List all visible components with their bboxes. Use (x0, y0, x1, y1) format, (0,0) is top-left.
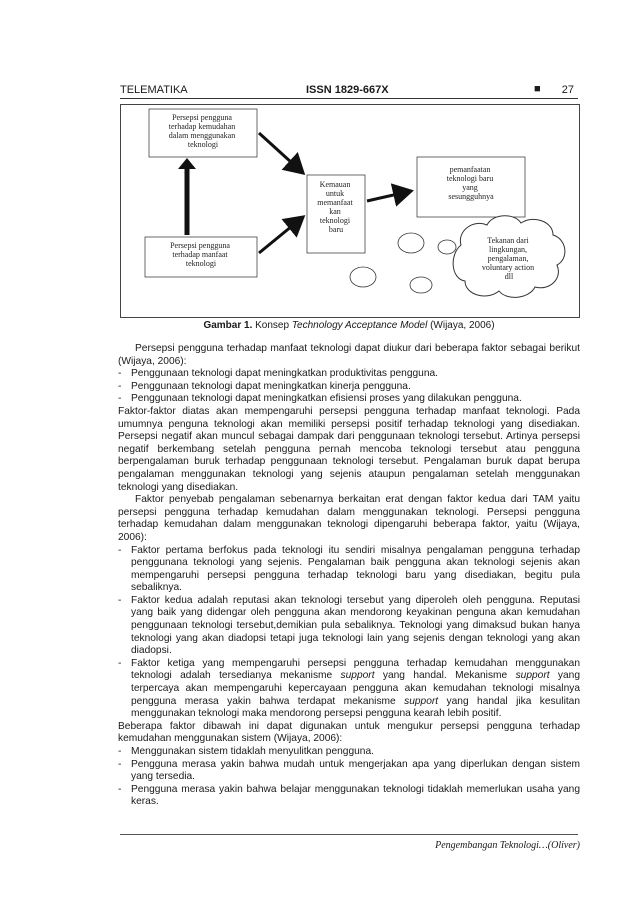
list-item: - Penggunaan teknologi dapat meningkatkan efisiensi proses yang dilakukan pengguna. (118, 393, 522, 405)
arrow-ease-to-intention (259, 133, 303, 173)
page-footer: Pengembangan Teknologi…(Oliver) (435, 840, 580, 851)
caption-italic: Technology Acceptance Model (291, 320, 428, 331)
caption-prefix: Konsep (252, 320, 292, 331)
square-bullet-icon: ■ (534, 83, 541, 95)
paragraph: Faktor penyebab pengalaman sebenarnya berkaitan erat dengan faktor kedua dari TAM yaitu persepsi pengguna terhadap kemudahan dalam menggunakan teknologi. Persepsi pengguna terhadap kemudahan dalam menggunakan teknologi dipengaruhi beberapa faktor, yaitu (Wijaya, 2006): (118, 494, 580, 543)
caption-label: Gambar 1. (203, 320, 253, 331)
list-item: - Menggunakan sistem tidaklah menyulitkan pengguna. (118, 746, 374, 757)
vertical-arrowhead-icon (178, 158, 196, 169)
paragraph: Beberapa faktor dibawah ini dapat digunakan untuk mengukur persepsi pengguna terhadap kemudahan menggunakan sistem (Wijaya, 2006): (118, 720, 580, 745)
paragraph: Persepsi pengguna terhadap manfaat teknologi dapat diukur dari beberapa faktor sebagai berikut (Wijaya, 2006): (118, 343, 580, 367)
list-item: - Pengguna merasa yakin bahwa belajar menggunakan teknologi tidaklah memerlukan usaha yang keras. (118, 783, 580, 808)
list-item: - Faktor ketiga yang mempengaruhi persepsi pengguna terhadap kemudahan menggunakan teknologi adalah tersedianya mekanisme support yang handal. Mekanisme support yang terpercaya akan mempengaruhi kepercayaan pengguna akan kemudahan teknologi misalnya pengguna merasa yakin bahwa terdapat mekanisme support yang handal jika kesulitan menggunakan teknologi maka mendorong persepsi pengguna kearah lebih positif. (118, 657, 580, 720)
thought-bubble-small (410, 277, 432, 293)
arrow-intention-to-use (367, 191, 411, 201)
actual-use-text: pemanfaatan teknologi baru yang sesungguhnya (446, 165, 494, 201)
figure-caption (120, 320, 578, 331)
page-number: 27 (561, 84, 574, 96)
intention-text: Kemauan untuk memanfaat kan teknologi baru (317, 180, 353, 234)
list-item: - Penggunaan teknologi dapat meningkatkan produktivitas pengguna. (118, 368, 438, 380)
list-item: - Pengguna merasa yakin bahwa mudah untuk mengerjakan apa yang diperlukan dengan sistem yang tersedia. (118, 758, 580, 783)
pressure-cloud-text: Tekanan dari lingkungan, pengalaman, voluntary action dll (481, 236, 535, 281)
thought-bubble-small (438, 240, 456, 254)
list-item: - Faktor kedua adalah reputasi akan teknologi tersebut yang diperoleh oleh pengguna. Reputasi yang baik yang didengar oleh pengguna akan mendorong keyakinan penguna akan kemudahan penggunaan teknologi tersebut,demikian pula sebaliknya. Teknologi yang dimaksud bukan hanya teknologi yang akan diadopsi tetapi juga teknologi lain yang sejenis dengan teknologi yang akan diadopsi. (118, 594, 580, 657)
arrow-usefulness-to-intention (259, 217, 303, 253)
list-item: - Penggunaan teknologi dapat meningkatkan kinerja pengguna. (118, 380, 411, 392)
ease-of-use-text: Persepsi pengguna terhadap kemudahan dalam menggunakan teknologi (168, 113, 236, 149)
list-item: - Faktor pertama berfokus pada teknologi itu sendiri misalnya pengalaman pengguna terhadap penggunana teknologi yang sejenis. Pengalaman baik pengguna akan teknologi sejenis akan mempengaruhi persepsi pengguna terhadap teknologi baru yang disediakan, begitu pula sebaliknya. (118, 544, 580, 594)
issn: ISSN 1829-667X (306, 84, 389, 96)
tam-diagram (120, 104, 580, 318)
footer-rule (120, 834, 578, 835)
thought-bubble-small (398, 233, 424, 253)
tam-diagram-svg (121, 105, 579, 317)
thought-bubble-small (350, 267, 376, 287)
usefulness-text: Persepsi pengguna terhadap manfaat teknologi (170, 241, 230, 268)
page-header (120, 84, 578, 99)
caption-suffix: (Wijaya, 2006) (427, 320, 495, 331)
body-text (118, 343, 580, 809)
paragraph: Faktor-faktor diatas akan mempengaruhi persepsi pengguna terhadap manfaat teknologi. Pada umumnya penguna teknologi akan memiliki persepsi positif terhadap teknologi yang disediakan. Persepsi negatif akan muncul sebagai dampak dari penggunaan teknologi tersebut. Artinya persepsi negatif berkembang setelah pengguna pernah mencoba teknologi tersebut atau pengguna berpengalaman buruk terhadap penggunaan teknologi tersebut. Pengalaman buruk dapat berupa pengalaman menggunakan teknologi yang sejenis ataupun pengalaman setelah menggunakan teknologi yang disediakan. (118, 405, 580, 493)
journal-name: TELEMATIKA (120, 84, 188, 96)
